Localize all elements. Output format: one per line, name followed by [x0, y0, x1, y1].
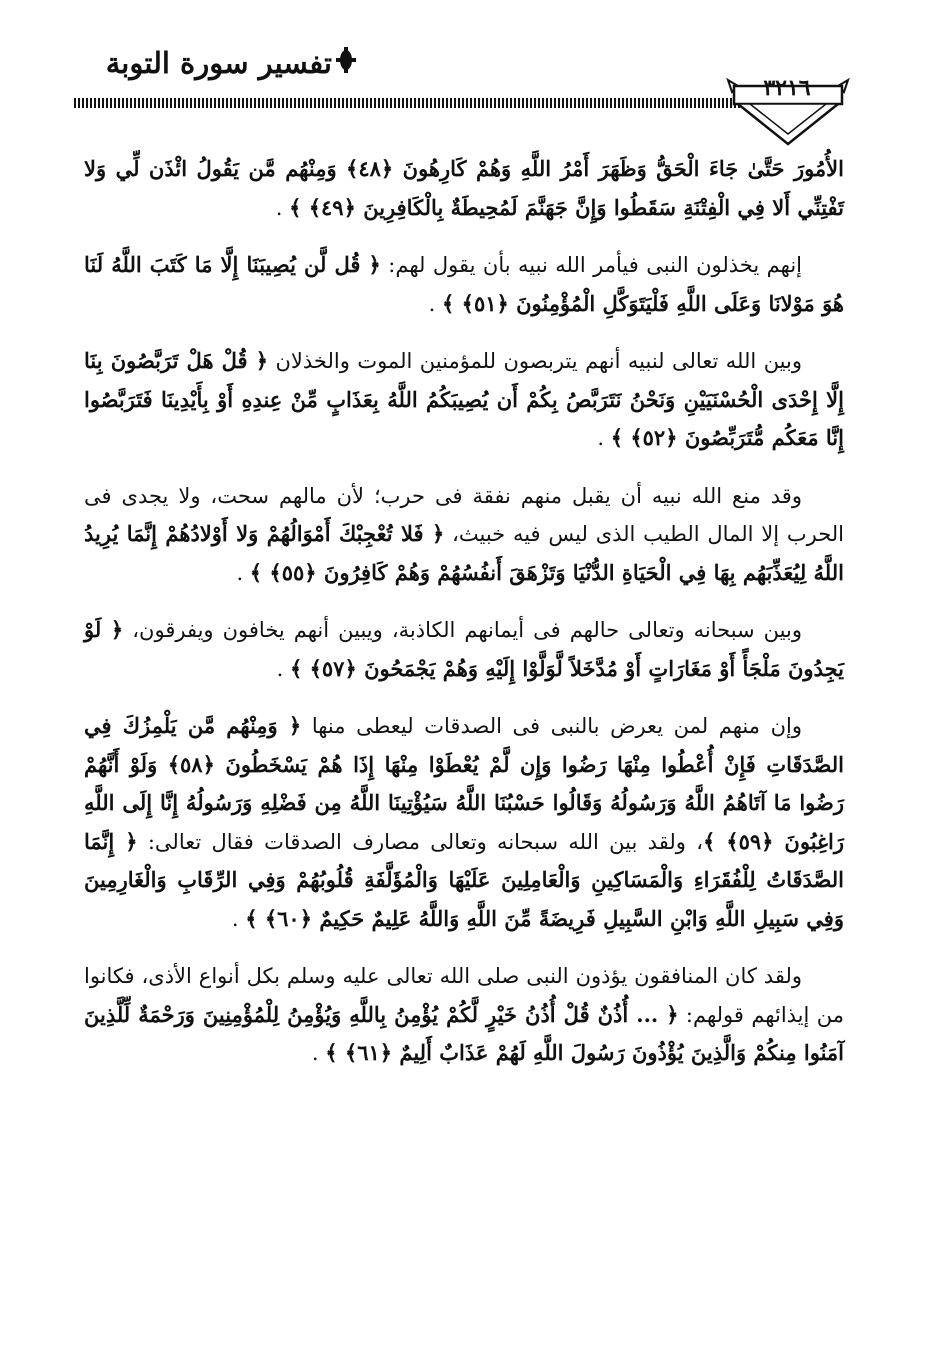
- commentary-text: .: [236, 560, 250, 585]
- commentary-text: إنهم يخذلون النبى فيأمر الله نبيه بأن يقول لهم:: [380, 253, 802, 277]
- commentary-text: .: [275, 195, 290, 220]
- paragraph: [84, 342, 844, 458]
- paragraph: [84, 707, 844, 938]
- commentary-text: ، ولقد بين الله سبحانه وتعالى مصارف الصدقات فقال تعالى:: [137, 829, 703, 854]
- page-number-badge: [720, 58, 856, 148]
- paragraph: [84, 246, 844, 323]
- page-number: ٣٢١٦: [763, 75, 811, 101]
- quran-verse: الأُمُورَ حَتَّىٰ جَاءَ الْحَقُّ وَظَهَرَ أَمْرُ اللَّهِ وَهُمْ كَارِهُونَ ﴿٤٨﴾ وَمِنْهُم مَّن يَقُولُ ائْذَن لِّي وَلا تَفْتِنِّي أَلا فِي الْفِتْنَةِ سَقَطُوا وَإِنَّ جَهَنَّمَ لَمُحِيطَةٌ بِالْكَافِرِينَ ﴿٤٩﴾ ﴾: [84, 156, 844, 220]
- flower-ornament-icon: [335, 46, 357, 74]
- page-header: [0, 0, 927, 150]
- commentary-text: ولقد كان المنافقون يؤذون النبى صلى الله تعالى عليه وسلم بكل أنواع الأذى، فكانوا من إيذائهم قولهم:: [84, 964, 844, 1027]
- commentary-text: .: [597, 426, 611, 450]
- quran-verse: ﴿ قُلْ هَلْ تَرَبَّصُونَ بِنَا إِلَّا إِحْدَى الْحُسْنَيَيْنِ وَنَحْنُ نَتَرَبَّصُ بِكُمْ أَن يُصِيبَكُمُ اللَّهُ بِعَذَابٍ مِّنْ عِندِهِ أَوْ بِأَيْدِينَا فَتَرَبَّصُوا إِنَّا مَعَكُم مُّتَرَبِّصُونَ ﴿٥٢﴾ ﴾: [84, 348, 844, 450]
- commentary-text: .: [231, 906, 246, 931]
- commentary-text: وإن منهم لمن يعرض بالنبى فى الصدقات ليعطى منها: [301, 714, 802, 738]
- paragraph: [84, 150, 844, 227]
- running-title: تفسير سورة التوبة: [105, 46, 332, 80]
- commentary-text: .: [276, 656, 290, 681]
- quran-verse: ﴿ وَمِنْهُم مَّن يَلْمِزُكَ فِي الصَّدَقَاتِ فَإِنْ أُعْطُوا مِنْهَا رَضُوا وَإِن لَّمْ يُعْطَوْا مِنْهَا إِذَا هُمْ يَسْخَطُونَ ﴿٥٨﴾ وَلَوْ أَنَّهُمْ رَضُوا مَا آتَاهُمُ اللَّهُ وَرَسُولُهُ وَقَالُوا حَسْبُنَا اللَّهُ سَيُؤْتِينَا اللَّهُ مِن فَضْلِهِ وَرَسُولُهُ إِنَّا إِلَى اللَّهِ رَاغِبُونَ ﴿٥٩﴾ ﴾: [84, 713, 845, 854]
- paragraph: [84, 611, 844, 688]
- quran-verse: ﴿ ... أُذُنٌ قُلْ أُذُنُ خَيْرٍ لَّكُمْ يُؤْمِنُ بِاللَّهِ وَيُؤْمِنُ لِلْمُؤْمِنِينَ وَرَحْمَةٌ لِّلَّذِينَ آمَنُوا مِنكُمْ وَالَّذِينَ يُؤْذُونَ رَسُولَ اللَّهِ لَهُمْ عَذَابٌ أَلِيمٌ ﴿٦١﴾ ﴾: [84, 1001, 844, 1065]
- paragraph: [84, 477, 844, 593]
- quran-verse: ﴿ قُل لَّن يُصِيبَنَا إِلَّا مَا كَتَبَ اللَّهُ لَنَا هُوَ مَوْلانَا وَعَلَى اللَّهِ فَلْيَتَوَكَّلِ الْمُؤْمِنُونَ ﴿٥١﴾ ﴾: [84, 252, 844, 316]
- quran-verse: ﴿ إِنَّمَا الصَّدَقَاتُ لِلْفُقَرَاءِ وَالْمَسَاكِينِ وَالْعَامِلِينَ عَلَيْهَا وَالْمُؤَلَّفَةِ قُلُوبُهُمْ وَفِي الرِّقَابِ وَالْغَارِمِينَ وَفِي سَبِيلِ اللَّهِ وَابْنِ السَّبِيلِ فَرِيضَةً مِّنَ اللَّهِ وَاللَّهُ عَلِيمٌ حَكِيمٌ ﴿٦٠﴾ ﴾: [84, 828, 844, 931]
- tafsir-text: [84, 150, 844, 1073]
- paragraph: [84, 957, 844, 1073]
- quran-verse: ﴿ فَلا تُعْجِبْكَ أَمْوَالُهُمْ وَلا أَوْلادُهُمْ إِنَّمَا يُرِيدُ اللَّهُ لِيُعَذِّبَهُم بِهَا فِي الْحَيَاةِ الدُّنْيَا وَتَزْهَقَ أَنفُسُهُمْ وَهُمْ كَافِرُونَ ﴿٥٥﴾ ﴾: [84, 521, 844, 585]
- commentary-text: وبين الله تعالى لنبيه أنهم يتربصون للمؤمنين الموت والخذلان: [268, 349, 803, 373]
- header-rule: [74, 98, 754, 108]
- commentary-text: .: [311, 1041, 326, 1065]
- commentary-text: وقد منع الله نبيه أن يقبل منهم نفقة فى حرب؛ لأن مالهم سحت، ولا يجدى فى الحرب إلا المال الطيب الذى ليس فيه خبيث،: [84, 483, 844, 546]
- commentary-text: وبين سبحانه وتعالى حالهم فى أيمانهم الكاذبة، ويبين أنهم يخافون ويفرقون،: [123, 618, 802, 642]
- commentary-text: .: [428, 291, 443, 316]
- quran-verse: ﴿ لَوْ يَجِدُونَ مَلْجَأً أَوْ مَغَارَاتٍ أَوْ مُدَّخَلاً لَّوَلَّوْا إِلَيْهِ وَهُمْ يَجْمَحُونَ ﴿٥٧﴾ ﴾: [84, 617, 844, 681]
